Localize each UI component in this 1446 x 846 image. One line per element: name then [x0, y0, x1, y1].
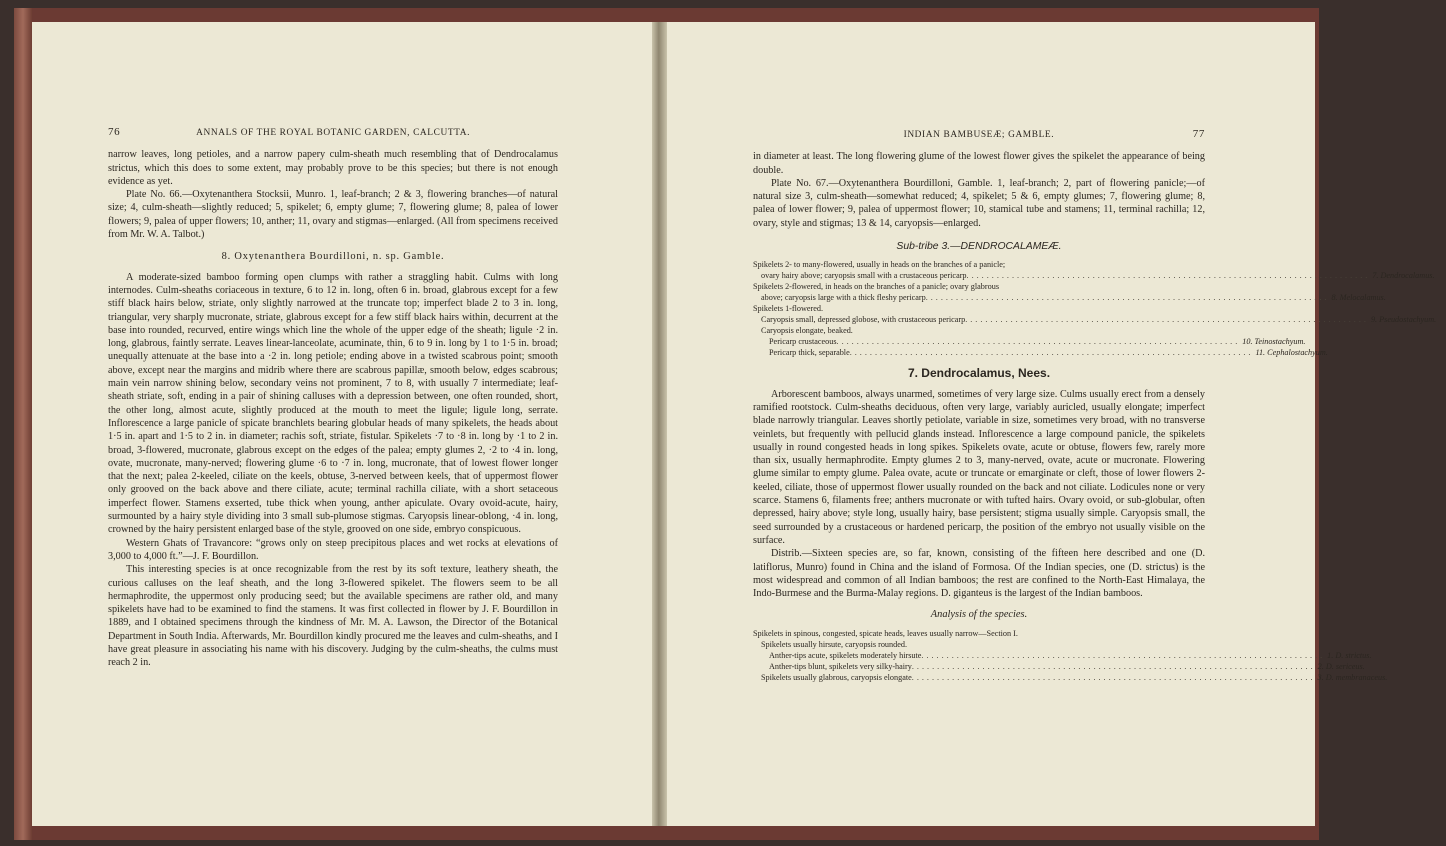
key-row-text: Anther-tips blunt, spikelets very silky-hairy — [769, 661, 912, 671]
key-row — [753, 281, 1205, 292]
key-row — [753, 303, 1205, 314]
key-row-text: Anther-tips acute, spikelets moderately hirsute — [769, 650, 922, 660]
key-row — [753, 628, 1205, 639]
left-running-header — [108, 126, 558, 140]
key-row-result: 1. D. strictus. — [1327, 650, 1372, 660]
key-row-text: Spikelets in spinous, congested, spicate heads, leaves usually narrow—Section I. — [753, 628, 1018, 638]
key-row — [753, 672, 1388, 683]
right-running-header — [753, 128, 1205, 142]
key-row-text: Pericarp thick, separable — [769, 348, 850, 358]
plate-66-caption: Plate No. 66.—Oxytenanthera Stocksii, Munro. 1, leaf-branch; 2 & 3, flowering branches—of natural size; 4, culm-sheath—slightly reduced; 5, spikelet; 6, empty glume; 7, flowering glume; 8, palea of lower flowers; 9, palea of upper flowers; 10, anther; 11, ovary and stigmas—enlarged. (All from specimens received from Mr. W. A. Talbot.) — [108, 189, 558, 241]
key-row-result: 2. D. sericeus. — [1317, 661, 1365, 671]
key-row-result: 10. Teinostachyum. — [1242, 337, 1306, 347]
subtribe-heading: Sub-tribe 3.—DENDROCALAMEÆ. — [896, 241, 1062, 253]
key-row — [753, 259, 1205, 270]
key-leader-dots: ................................................................................ — [921, 650, 1326, 660]
key-row — [753, 650, 1372, 661]
left-page-number: 76 — [108, 126, 121, 138]
key-row-result: 9. Pseudostachyum. — [1370, 315, 1437, 325]
key-row — [753, 661, 1365, 672]
key-row-text: Spikelets 1-flowered. — [753, 304, 824, 314]
key-row-text: Spikelets 2-flowered, in heads on the branches of a panicle; ovary glabrous — [753, 282, 1000, 292]
key-row-text: Spikelets usually hirsute, caryopsis rounded. — [761, 639, 907, 649]
key-row — [753, 325, 1205, 336]
distribution-paragraph: Distrib.—Sixteen species are, so far, known, consisting of the fifteen here described and one (D. latiflorus, Munro) found in China and the island of Formosa. Of the Indian species, one (D. strictus) is the most widespread and common of all Indian bamboos; the rest are confined to the North-East Himalaya, the Indo-Burmese and the Burma-Malay regions. D. giganteus is the largest of the Indian bamboos. — [753, 548, 1205, 600]
key-leader-dots: ................................................................................ — [836, 337, 1241, 347]
key-row-text: above; caryopsis large with a thick fleshy pericarp — [761, 293, 926, 303]
key-leader-dots: ................................................................................ — [965, 315, 1369, 325]
key-leader-dots: ................................................................................ — [925, 293, 1330, 303]
key-row-text: Caryopsis small, depressed globose, with crustaceous pericarp — [761, 315, 966, 325]
key-leader-dots: ................................................................................ — [849, 348, 1254, 358]
right-page-number: 77 — [1192, 128, 1205, 140]
key-row — [753, 336, 1306, 347]
key-row-result: 7. Dendrocalamus. — [1372, 271, 1435, 281]
species-description: A moderate-sized bamboo forming open clumps with rather a straggling habit. Culms with long internodes. Culm-sheaths coriaceous in texture, 6 to 12 in. long, often 6 in. broad, glabrous except for a few stiff black hairs below, striate, only slightly narrowed at the truncate top; imperfect blade 2 to 3 in. long, triangular, very sharply mucronate, striate, glabrous except for a few stiff black hairs within, decurrent at the base into rounded, recurved, entire wings which line the whole of the upper edge of the sheath; ligule ·2 in. long, glabrous, faintly serrate. Leaves linear-lanceolate, acuminate, thin, 6 to 9 in. long by 1 to 1·5 in. broad; unequally attenuate at the base into a ·2 in. long petiole; ending above in a twisted scabrous point; smooth above, except near the margins and midrib where there are scabrous papillæ, smooth below, edges scabrous; main vein narrow shining below, secondary veins not prominent, 7 to 8, with usually 7 intermediate; leaf-sheath striate, soft, ending in a pair of shining calluses with a depression between, one often rounded, short, the other long, almost acute, slightly produced at the mouth to meet the ligule; ligule long, serrate. Inflorescence a large panicle of spicate branchlets bearing globular heads of many spikelets, the heads about 1·5 in. apart and 1·5 to 2 in. in diameter; rachis soft, striate, fistular. Spikelets ·7 to ·8 in. long by ·1 to 2 in. broad, 3-flowered, mucronate, glabrous except on the edges of the palea; empty glumes 2, ·2 to ·4 in. long, ovate, mucronate, many-nerved; flowering glume ·6 to ·7 in. long, mucronate, that of lowest flower longer that the next; palea 2-keeled, ciliate on the keels, obtuse, 3-nerved between keels, that of uppermost flower only grooved on the back above and there ciliate, acute; terminal rachilla ciliate, with a short setaceous imperfect flower. Stamens exserted, tube thick when young, anther apiculate. Ovary ovoid-acute, hairy, surmounted by a hairy style dividing into 3 small sub-plumose stigmas. Caryopsis linear-oblong, ·4 in. long, crowned by the hairy persistent enlarged base of the style, grooved on one side, embryo conspicuous. — [108, 271, 558, 536]
locality-paragraph: Western Ghats of Travancore: “grows only on steep precipitous places and wet rocks at elevations of 3,000 to 4,000 ft.”—J. F. Bourdillon. — [108, 537, 558, 562]
key-row-text: ovary hairy above; caryopsis small with a crustaceous pericarp — [761, 271, 967, 281]
genera-key — [753, 259, 1437, 358]
key-row-text: Spikelets 2- to many-flowered, usually in heads on the branches of a panicle; — [753, 260, 1006, 270]
genus-heading: 7. Dendrocalamus, Nees. — [907, 366, 1051, 381]
right-page-content — [753, 128, 1437, 683]
key-row — [753, 292, 1386, 303]
key-leader-dots: ................................................................................ — [966, 271, 1371, 281]
discussion-paragraph: This interesting species is at once recognizable from the rest by its soft texture, leathery sheath, the curious calluses on the leaf sheath, and the long 3-flowered spikelet. The flowers seem to be all hermaphrodite, the uppermost only producing seed; but the available specimens are rather old, and many spikelets have had to be examined to find the stamens. It was first collected in flower by J. F. Bourdillon in 1889, and I obtained specimens through the kindness of Mr. M. A. Lawson, the Director of the Botanical Department in South India. Afterwards, Mr. Bourdillon kindly procured me the leaves and culm-sheaths, and I have great pleasure in associating his name with his discovery. Judging by the culm-sheaths, the culms must reach 2 in. — [108, 564, 558, 669]
key-row-result: 3. D. membranaceus. — [1317, 672, 1388, 682]
species-key — [753, 628, 1388, 683]
left-page-content — [108, 126, 558, 670]
book-gutter — [652, 22, 667, 826]
key-row — [753, 270, 1435, 281]
key-row-result: 8. Melocalamus. — [1331, 293, 1386, 303]
plate-67-caption: Plate No. 67.—Oxytenanthera Bourdilloni, Gamble. 1, leaf-branch; 2, part of flowering panicle;—of natural size 3, culm-sheath—somewhat reduced; 4, spikelet; 5 & 6, empty glumes; 7, flowering glume; 8, palea of lower flower; 9, palea of uppermost flower; 10, stamical tube and stamens; 11, terminal rachilla; 12, ovary, style and stigmas; 13 & 14, caryopsis—enlarged. — [753, 177, 1205, 229]
left-intro-paragraph: narrow leaves, long petioles, and a narrow papery culm-sheath much resembling that of Dendrocalamus strictus, which this does to some extent, may probably prove to be this species; but there is not enough evidence as yet. — [108, 149, 558, 187]
key-row-text: Pericarp crustaceous — [769, 337, 837, 347]
continuation-paragraph: in diameter at least. The long flowering glume of the lowest flower gives the spikelet the appearance of being double. — [753, 151, 1205, 176]
key-leader-dots: ................................................................................ — [911, 661, 1316, 671]
right-page — [667, 22, 1437, 826]
key-row-text: Caryopsis elongate, beaked. — [761, 326, 853, 336]
key-leader-dots: ................................................................................ — [911, 672, 1316, 682]
book-binding-edge — [14, 8, 32, 840]
species-heading: 8. Oxytenanthera Bourdilloni, n. sp. Gamble. — [221, 251, 445, 263]
key-row-result: 11. Cephalostachyum. — [1255, 348, 1328, 358]
right-running-title: INDIAN BAMBUSEÆ; GAMBLE. — [903, 130, 1055, 140]
genus-description: Arborescent bamboos, always unarmed, sometimes of very large size. Culms usually erect from a densely ramified rootstock. Culm-sheaths deciduous, often very large, variably auricled, usually elongate; imperfect blade narrowly triangular. Leaves shortly petiolate, variable in size, sometimes very broad, with no transverse veinlets, but frequently with pellucid glands instead. Inflorescence a large compound panicle, the spikelets usually in round congested heads in long spikes. Spikelets ovate, acute or obtuse, flowers few, rarely more than six, usually hermaphrodite. Empty glumes 2 to 3, many-nerved, ovate, acute or mucronate. Flowering glume similar to empty glume. Palea ovate, acute or truncate or emarginate or cleft, those of lower flowers 2-keeled, ciliate, those of uppermost flower usually rounded on the back and not ciliate. Lodicules none or very scarce. Stamens 6, filaments free; anthers mucronate or with tufted hairs. Ovary ovoid, or sub-globular, often depressed, hairy above; style long, usually hairy, base persistent; stigma usually simple. Caryopsis small, the seed surrounded by a crustaceous or hardened pericarp, the position of the embryo not usually visible on the surface. — [753, 388, 1205, 546]
left-running-title: ANNALS OF THE ROYAL BOTANIC GARDEN, CALCUTTA. — [196, 128, 471, 138]
analysis-heading: Analysis of the species. — [930, 609, 1028, 621]
key-row — [753, 314, 1437, 325]
left-page — [32, 22, 652, 826]
key-row — [753, 347, 1328, 358]
key-row-text: Spikelets usually glabrous, caryopsis elongate — [761, 672, 912, 682]
key-row — [753, 639, 1205, 650]
